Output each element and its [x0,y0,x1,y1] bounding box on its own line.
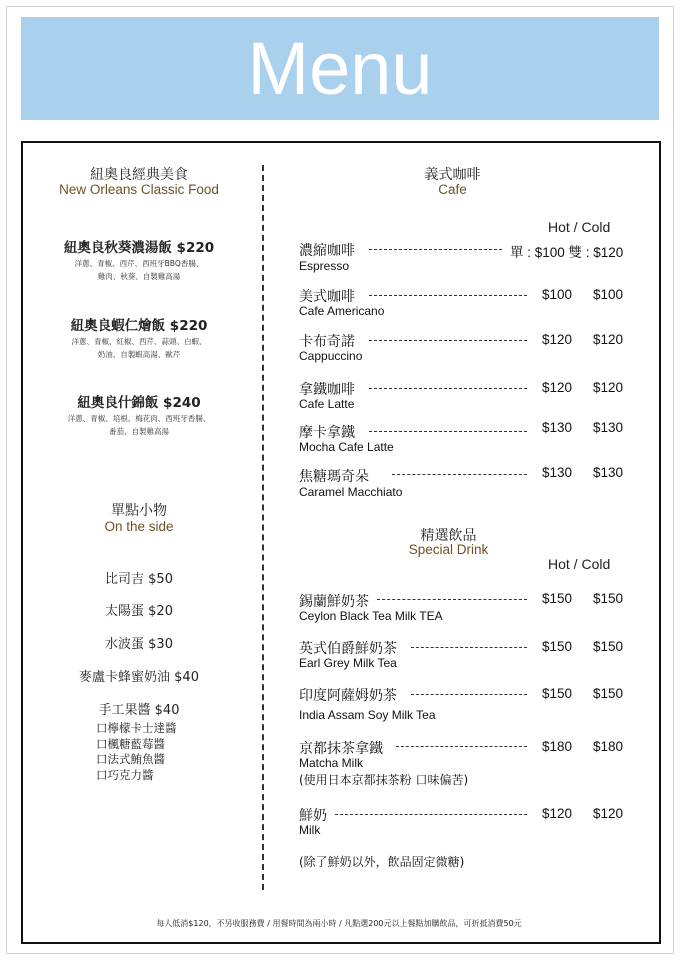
price-hot: $150 [542,591,573,606]
dotted-leader [369,388,527,389]
menu-banner: Menu [21,17,659,120]
dotted-leader [411,647,527,648]
price-cold: $180 [593,739,624,754]
drink-title-en: Special Drink [408,542,489,557]
price-cold: $150 [593,639,624,654]
classic-title-zh: 紐奧良經典美食 [90,167,188,183]
item-name-en: India Assam Soy Milk Tea [299,708,436,722]
hot-cold-header: Hot / Cold [548,219,611,235]
item-name-en: Cafe Latte [299,397,355,411]
side-item: 麥盧卡蜂蜜奶油 $40 [79,670,199,685]
item-name-en: Cappuccino [299,349,363,363]
side-item: 比司吉 $50 [105,572,173,587]
price-cold: $130 [593,420,624,435]
dish-name: 紐奧良什錦飯 $240 [77,395,201,411]
item-name-zh: 濃縮咖啡 [299,243,355,259]
price-cold: $120 [593,332,624,347]
side-title-en: On the side [104,519,174,534]
dotted-leader [369,340,527,341]
item-name-zh: 印度阿薩姆奶茶 [299,688,397,704]
price-hot: $150 [542,686,573,701]
item-name-zh: 錫蘭鮮奶茶 [299,594,369,610]
classic-title-en: New Orleans Classic Food [59,182,219,197]
dish-desc: 洋蔥、青椒、紅椒、西芹、蒜頭、白蝦、 [71,337,207,346]
price-hot: $180 [542,739,573,754]
item-name-en: Mocha Cafe Latte [299,440,394,454]
dotted-leader [335,814,527,815]
dotted-leader [369,431,527,432]
matcha-note: (使用日本京都抹茶粉 口味偏苦) [299,773,469,787]
price-hot: $150 [542,639,573,654]
item-name-zh: 卡布奇諾 [299,334,355,350]
price-cold: $150 [593,686,624,701]
dotted-leader [411,694,527,695]
dotted-leader [369,295,527,296]
jam-option: 口楓糖藍莓醬 [96,736,165,751]
price-cold: $100 [593,287,624,302]
drink-title-zh: 精選飲品 [420,528,477,544]
dotted-leader [369,249,502,250]
item-name-zh: 摩卡拿鐵 [299,425,355,441]
item-name-en: Cafe Americano [299,304,385,318]
footer-note: 每人低消$120，不另收服務費 / 用餐時間為兩小時 / 凡點選200元以上餐點加購飲品，可折抵消費50元 [156,919,522,928]
dish-desc: 奶油、自製蝦高湯、歐芹 [97,350,181,359]
item-name-zh: 美式咖啡 [299,289,355,305]
side-item: 水波蛋 $30 [105,637,173,652]
item-name-en: Milk [299,823,321,837]
item-name-zh: 拿鐵咖啡 [299,382,355,398]
side-item: 太陽蛋 $20 [105,604,173,619]
item-name-en: Earl Grey Milk Tea [299,656,397,670]
item-name-en: Espresso [299,259,350,273]
cafe-title-zh: 義式咖啡 [424,167,481,183]
item-name-en: Caramel Macchiato [299,485,403,499]
dish-item [30,314,248,360]
jam-option: 口法式鮪魚醬 [96,752,165,766]
price-cold: $120 [593,806,624,821]
dish-name: 紐奧良秋葵濃湯飯 $220 [63,240,215,256]
price-cold: $150 [593,591,624,606]
dish-item [30,391,248,437]
price-hot: $120 [542,332,573,347]
dish-desc: 雞肉、秋葵、自製雞高湯 [97,272,181,281]
price-hot: $120 [542,380,573,395]
item-name-zh: 英式伯爵鮮奶茶 [299,641,397,657]
dotted-leader [377,599,527,600]
jam-options [96,721,177,783]
item-name-en: Matcha Milk [299,756,364,770]
column-divider [262,165,264,890]
dish-desc: 洋蔥、青椒、培根、梅花肉、西班牙香腸、 [67,414,211,423]
jam-option: 口巧克力醬 [96,767,154,782]
dotted-leader [392,474,527,475]
item-name-en: Ceylon Black Tea Milk TEA [299,609,443,623]
dish-item [30,236,248,282]
side-item: 手工果醬 $40 [98,703,180,718]
item-name-zh: 京都抹茶拿鐵 [299,741,383,757]
price-hot: $130 [542,420,573,435]
side-title-zh: 單點小物 [111,503,167,519]
price-hot: $130 [542,465,573,480]
item-name-zh: 鮮奶 [299,808,327,824]
price-hot: $100 [542,287,573,302]
price-cold: $120 [593,380,624,395]
dish-desc: 番茄、自製雞高湯 [109,427,169,436]
cafe-title-en: Cafe [438,182,467,197]
sweetness-note: (除了鮮奶以外，飲品固定微糖) [299,855,465,869]
espresso-price: 單 : $100 雙 : $120 [510,245,624,260]
item-name-zh: 焦糖瑪奇朵 [299,469,369,485]
dish-desc: 洋蔥、青椒、西芹、西班牙BBQ香腸、 [74,259,204,268]
jam-option: 口檸檬卡士達醬 [96,721,177,735]
dotted-leader [396,746,527,747]
hot-cold-header: Hot / Cold [548,556,611,572]
price-hot: $120 [542,806,573,821]
dish-name: 紐奧良蝦仁燴飯 $220 [70,318,208,334]
price-cold: $130 [593,465,624,480]
